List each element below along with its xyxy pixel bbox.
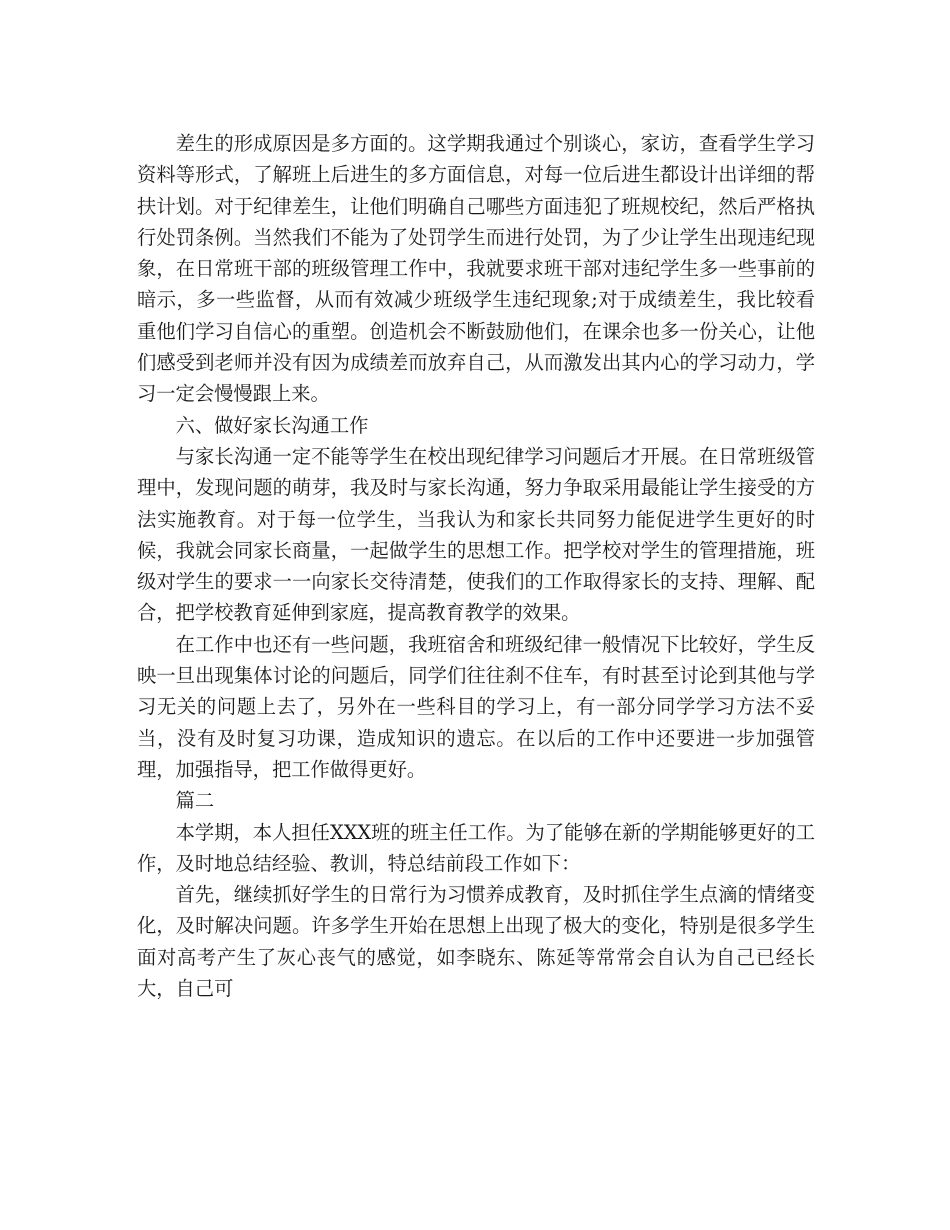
paragraph-intro-part-two: 本学期，本人担任XXX班的班主任工作。为了能够在新的学期能够更好的工作，及时地总结经验、教训，特总结前段工作如下： (137, 820, 815, 875)
paragraph-parent-communication: 与家长沟通一定不能等学生在校出现纪律学习问题后才开展。在日常班级管理中，发现问题的萌芽，我及时与家长沟通，努力争取采用最能让学生接受的方法实施教育。对于每一位学生，当我认为和家长共同努力能促进学生更好的时候，我就会同家长商量，一起做学生的思想工作。把学校对学生的管理措施，班级对学生的要求一一向家长交待清楚，使我们的工作取得家长的支持、理解、配合，把学校教育延伸到家庭，提高教育教学的效果。 (137, 444, 815, 625)
paragraph-remaining-problems: 在工作中也还有一些问题，我班宿舍和班级纪律一般情况下比较好，学生反映一旦出现集体讨论的问题后，同学们往往刹不住车，有时甚至讨论到其他与学习无关的问题上去了，另外在一些科目的学习上，有一部分同学学习方法不妥当，没有及时复习功课，造成知识的遗忘。在以后的工作中还要进一步加强管理，加强指导，把工作做得更好。 (137, 632, 815, 781)
document-body (137, 128, 815, 1004)
section-heading-parent-communication: 六、做好家长沟通工作 (175, 413, 369, 437)
paragraph-poor-students: 差生的形成原因是多方面的。这学期我通过个别谈心，家访，查看学生学习资料等形式，了解班上后进生的多方面信息，对每一位后进生都设计出详细的帮扶计划。对于纪律差生，让他们明确自己哪些方面违犯了班规校纪，然后严格执行处罚条例。当然我们不能为了处罚学生而进行处罚，为了少让学生出现违纪现象，在日常班干部的班级管理工作中，我就要求班干部对违纪学生多一些事前的暗示，多一些监督，从而有效减少班级学生违纪现象;对于成绩差生，我比较看重他们学习自信心的重塑。创造机会不断鼓励他们，在课余也多一份关心，让他们感受到老师并没有因为成绩差而放弃自己，从而激发出其内心的学习动力，学习一定会慢慢跟上来。 (137, 132, 815, 406)
section-heading-part-two: 篇二 (175, 789, 215, 813)
paragraph-first-point: 首先，继续抓好学生的日常行为习惯养成教育，及时抓住学生点滴的情绪变化，及时解决问题。许多学生开始在思想上出现了极大的变化，特别是很多学生面对高考产生了灰心丧气的感觉，如李晓东、陈延等常常会自认为自己已经长大，自己可 (137, 883, 815, 1001)
